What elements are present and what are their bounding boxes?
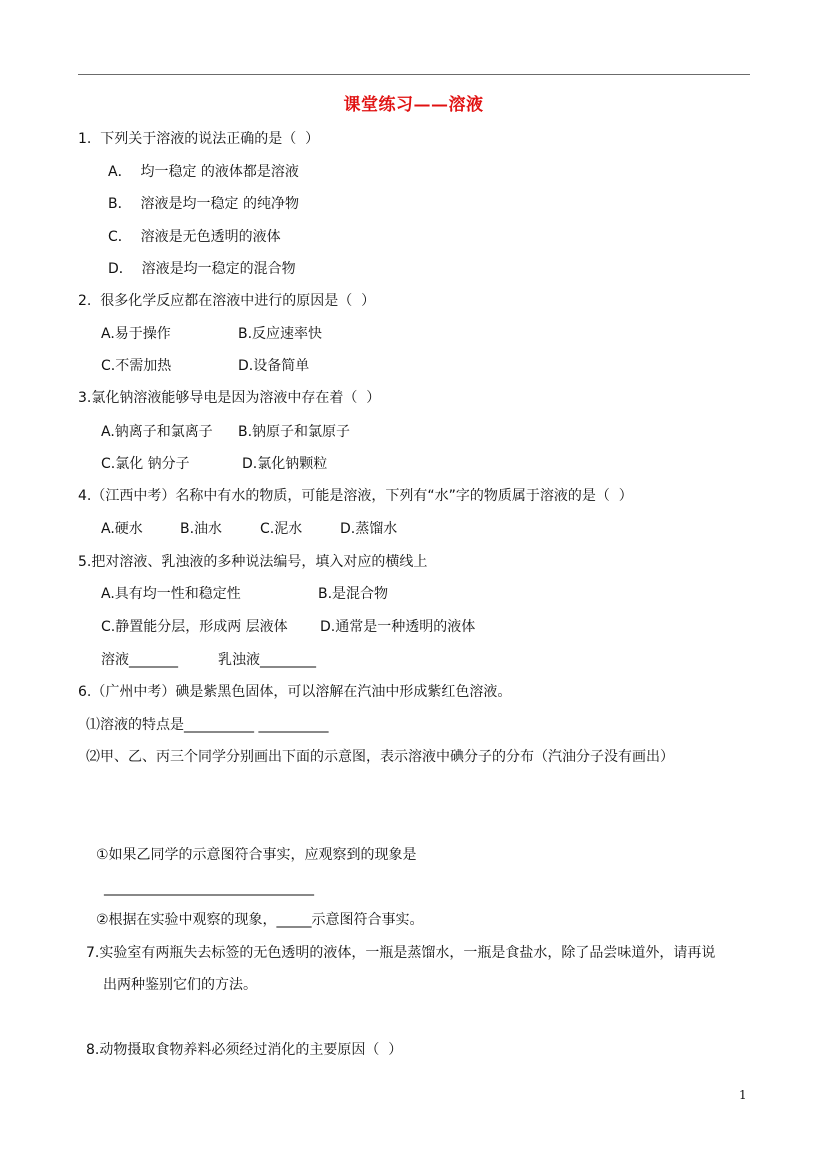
question-5-option-b: B.是混合物: [318, 586, 389, 602]
question-1-option-a: A． 均一稳定 的液体都是溶液: [108, 164, 299, 180]
question-6-stem: 6.（广州中考）碘是紫黑色固体，可以溶解在汽油中形成紫红色溶液。: [78, 684, 512, 700]
question-5-blank-solution: 溶液_______: [101, 652, 178, 668]
question-6-part-1: ⑴溶液的特点是__________ __________: [86, 717, 329, 733]
page-title: 课堂练习——溶液: [343, 95, 484, 115]
question-1-stem: 1. 下列关于溶液的说法正确的是（ ）: [78, 131, 320, 147]
question-3-option-d: D.氯化钠颗粒: [242, 456, 328, 472]
question-2-option-b: B.反应速率快: [238, 326, 323, 342]
question-4-option-c: C.泥水: [260, 521, 303, 537]
question-3-option-c: C.氯化 钠分子: [101, 456, 190, 472]
question-4-stem: 4.（江西中考）名称中有水的物质，可能是溶液，下列有“水”字的物质属于溶液的是（ ）: [78, 488, 633, 504]
question-2-option-d: D.设备简单: [238, 358, 310, 374]
page-number: 1: [739, 1088, 747, 1102]
question-2-stem: 2. 很多化学反应都在溶液中进行的原因是（ ）: [78, 293, 376, 309]
question-2-option-c: C.不需加热: [101, 358, 172, 374]
question-6-part-2-2: ②根据在实验中观察的现象，_____示意图符合事实。: [96, 912, 424, 928]
question-4-option-a: A.硬水: [101, 521, 143, 537]
question-5-stem: 5.把对溶液、乳浊液的多种说法编号，填入对应的横线上: [78, 554, 428, 570]
question-5-blank-emulsion: 乳浊液________: [218, 652, 316, 668]
question-2-option-a: A.易于操作: [101, 326, 171, 342]
question-3-option-a: A.钠离子和氯离子: [101, 424, 213, 440]
question-1-option-d: D． 溶液是均一稳定的混合物: [108, 261, 296, 277]
question-3-stem: 3.氯化钠溶液能够导电是因为溶液中存在着（ ）: [78, 390, 381, 406]
question-1-option-c: C． 溶液是无色透明的液体: [108, 229, 281, 245]
question-6-part-2: ⑵甲、乙、丙三个同学分别画出下面的示意图，表示溶液中碘分子的分布（汽油分子没有画出）: [86, 749, 674, 765]
question-4-option-b: B.油水: [180, 521, 223, 537]
question-3-option-b: B.钠原子和氯原子: [238, 424, 351, 440]
header-rule: [78, 74, 750, 75]
question-8-stem: 8.动物摄取食物养料必须经过消化的主要原因（ ）: [86, 1042, 403, 1058]
question-5-option-d: D.通常是一种透明的液体: [320, 619, 476, 635]
question-1-option-b: B． 溶液是均一稳定 的纯净物: [108, 196, 299, 212]
question-4-option-d: D.蒸馏水: [340, 521, 398, 537]
question-5-option-c: C.静置能分层，形成两 层液体: [101, 619, 288, 635]
question-6-part-2-1-blank: ______________________________: [104, 880, 314, 896]
question-7-line-1: 7.实验室有两瓶失去标签的无色透明的液体，一瓶是蒸馏水，一瓶是食盐水，除了品尝味道外，请再说: [86, 945, 716, 961]
question-7-line-2: 出两种鉴别它们的方法。: [103, 977, 257, 993]
question-6-part-2-1: ①如果乙同学的示意图符合事实，应观察到的现象是: [96, 847, 417, 863]
question-5-option-a: A.具有均一性和稳定性: [101, 586, 241, 602]
